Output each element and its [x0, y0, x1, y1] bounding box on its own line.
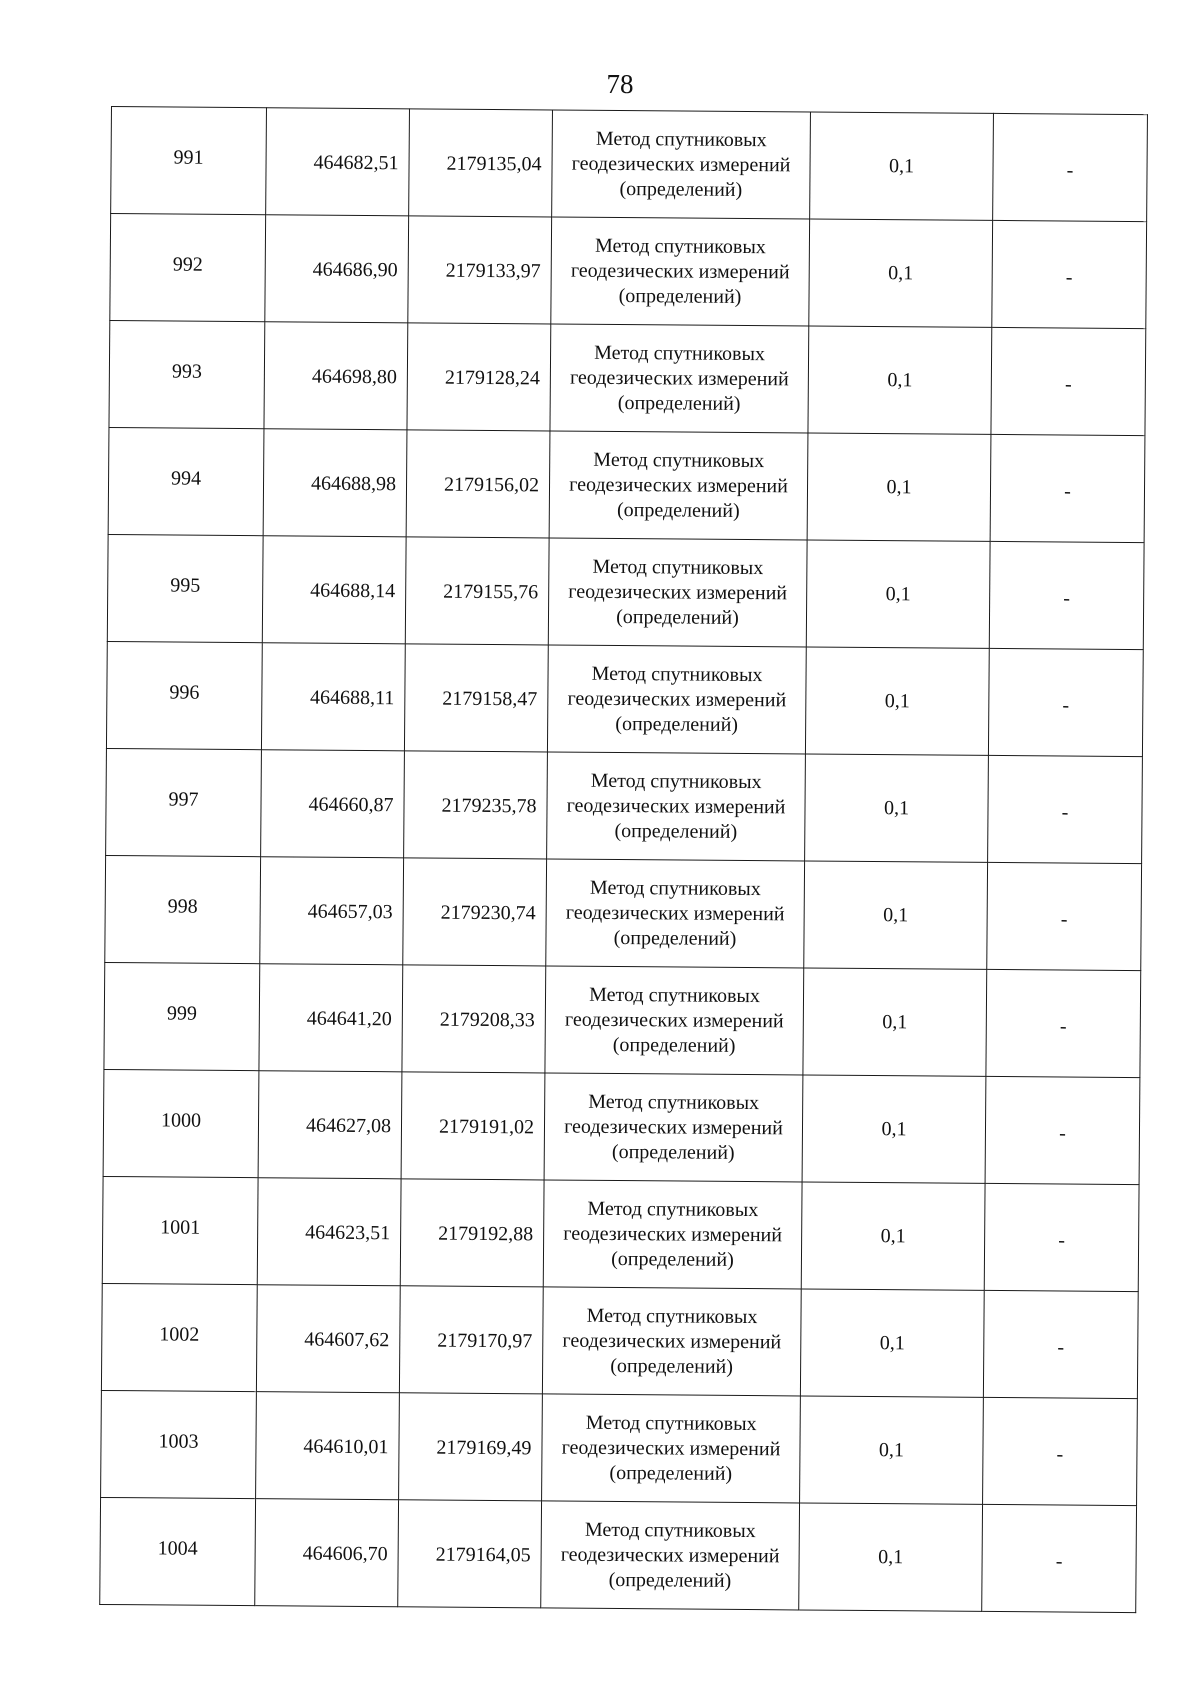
table-row	[100, 1497, 1137, 1612]
coordinate-x-cell: 464660,87	[261, 750, 405, 858]
method-line: геодезических измерений	[561, 1436, 781, 1460]
table-row	[101, 1283, 1138, 1398]
point-number-cell: 1003	[101, 1390, 257, 1498]
coordinate-y-cell: 2179133,97	[408, 216, 552, 324]
point-number-cell: 1002	[101, 1283, 257, 1391]
method-line: Метод спутниковых	[593, 448, 765, 472]
coordinate-y-cell: 2179164,05	[398, 1500, 542, 1608]
point-number-cell: 997	[106, 748, 262, 856]
extra-cell: -	[993, 113, 1148, 221]
point-number-cell: 999	[104, 962, 260, 1070]
method-cell	[541, 1501, 800, 1610]
accuracy-cell: 0,1	[806, 540, 990, 648]
point-number-cell: 993	[109, 320, 265, 428]
accuracy-cell: 0,1	[800, 1289, 984, 1397]
method-cell	[550, 324, 809, 433]
accuracy-cell: 0,1	[800, 1396, 984, 1504]
method-line: геодезических измерений	[564, 1008, 784, 1032]
coordinate-x-cell: 464688,14	[262, 536, 406, 644]
table-row	[109, 320, 1146, 435]
method-line: геодезических измерений	[565, 901, 785, 925]
method-line: (определений)	[613, 926, 737, 950]
coordinate-y-cell: 2179208,33	[402, 965, 546, 1073]
table-row	[110, 214, 1147, 329]
coordinates-table	[99, 106, 1148, 1613]
method-line: Метод спутниковых	[595, 127, 767, 151]
coordinate-x-cell: 464610,01	[256, 1392, 400, 1500]
method-line: геодезических измерений	[564, 1115, 783, 1139]
method-line: (определений)	[611, 1247, 734, 1271]
extra-cell: -	[982, 1504, 1137, 1612]
coordinate-y-cell: 2179191,02	[401, 1072, 545, 1180]
point-number-cell: 991	[111, 107, 267, 215]
method-line: геодезических измерений	[570, 259, 790, 283]
coordinate-y-cell: 2179135,04	[409, 109, 553, 217]
extra-cell: -	[989, 541, 1144, 649]
method-line: (определений)	[616, 605, 739, 629]
point-number-cell: 1001	[102, 1176, 258, 1284]
method-line: геодезических измерений	[569, 366, 789, 390]
method-line: геодезических измерений	[569, 473, 788, 497]
point-number-cell: 1000	[103, 1069, 259, 1177]
extra-cell: -	[983, 1290, 1138, 1398]
point-number-cell: 992	[110, 214, 266, 322]
method-line: Метод спутниковых	[589, 876, 761, 900]
method-line: геодезических измерений	[571, 152, 791, 176]
method-line: геодезических измерений	[562, 1329, 782, 1353]
coordinate-y-cell: 2179170,97	[399, 1286, 543, 1394]
method-cell	[545, 966, 804, 1075]
method-line: Метод спутниковых	[590, 769, 762, 793]
table-row	[104, 962, 1141, 1077]
method-line: (определений)	[615, 712, 739, 736]
point-number-cell: 996	[106, 641, 262, 749]
coordinate-x-cell: 464641,20	[259, 964, 403, 1072]
method-line: (определений)	[611, 1140, 735, 1164]
table-row	[108, 427, 1145, 542]
coordinate-y-cell: 2179235,78	[404, 751, 548, 859]
accuracy-cell: 0,1	[799, 1503, 983, 1611]
extra-cell: -	[992, 220, 1147, 328]
accuracy-cell: 0,1	[803, 968, 987, 1076]
table-row	[105, 855, 1142, 970]
extra-cell: -	[990, 434, 1145, 542]
method-line: (определений)	[612, 1033, 736, 1057]
method-cell	[547, 645, 806, 754]
method-cell	[548, 538, 807, 647]
table-row	[106, 748, 1143, 863]
method-cell	[542, 1287, 801, 1396]
table-row	[102, 1176, 1139, 1291]
coordinate-y-cell: 2179156,02	[406, 430, 550, 538]
coordinate-y-cell: 2179128,24	[407, 323, 551, 431]
coordinate-x-cell: 464623,51	[257, 1178, 401, 1286]
coordinate-x-cell: 464688,11	[261, 643, 405, 751]
accuracy-cell: 0,1	[804, 861, 988, 969]
extra-cell: -	[987, 862, 1142, 970]
method-line: Метод спутниковых	[591, 662, 763, 686]
method-line: Метод спутниковых	[594, 234, 766, 258]
accuracy-cell: 0,1	[810, 112, 994, 220]
coordinate-y-cell: 2179158,47	[404, 644, 548, 752]
coordinate-y-cell: 2179192,88	[400, 1179, 544, 1287]
coordinate-x-cell: 464682,51	[266, 108, 410, 216]
method-cell	[552, 110, 811, 219]
method-line: (определений)	[614, 819, 738, 843]
coordinate-x-cell: 464657,03	[260, 857, 404, 965]
method-cell	[546, 859, 805, 968]
coordinate-x-cell: 464606,70	[255, 1499, 399, 1607]
method-line: Метод спутниковых	[586, 1304, 758, 1328]
extra-cell: -	[983, 1397, 1138, 1505]
extra-cell: -	[988, 648, 1143, 756]
extra-cell: -	[984, 1183, 1139, 1291]
accuracy-cell: 0,1	[805, 647, 989, 755]
method-line: (определений)	[618, 284, 742, 308]
extra-cell: -	[991, 327, 1146, 435]
method-line: (определений)	[619, 177, 743, 201]
table-row	[111, 107, 1148, 222]
point-number-cell: 994	[108, 427, 264, 535]
accuracy-cell: 0,1	[802, 1075, 986, 1183]
method-line: Метод спутниковых	[592, 555, 764, 579]
method-line: геодезических измерений	[567, 687, 787, 711]
method-line: (определений)	[608, 1568, 732, 1592]
method-line: (определений)	[610, 1354, 734, 1378]
method-line: (определений)	[616, 498, 740, 522]
table-row	[106, 641, 1143, 756]
method-line: Метод спутниковых	[588, 1090, 760, 1114]
coordinates-table-body	[100, 107, 1148, 1613]
coordinate-y-cell: 2179169,49	[399, 1393, 543, 1501]
method-line: Метод спутниковых	[594, 341, 766, 365]
method-line: Метод спутниковых	[587, 1197, 759, 1221]
method-cell	[547, 752, 806, 861]
accuracy-cell: 0,1	[801, 1182, 985, 1290]
accuracy-cell: 0,1	[808, 326, 992, 434]
method-line: Метод спутниковых	[585, 1411, 757, 1435]
coordinate-x-cell: 464686,90	[265, 215, 409, 323]
method-cell	[549, 431, 808, 540]
page-number: 78	[606, 69, 634, 99]
extra-cell: -	[988, 755, 1143, 863]
point-number-cell: 995	[107, 534, 263, 642]
coordinate-x-cell: 464698,80	[264, 322, 408, 430]
method-cell	[542, 1394, 801, 1503]
point-number-cell: 1004	[100, 1497, 256, 1605]
method-line: геодезических измерений	[560, 1543, 780, 1567]
coordinate-x-cell: 464688,98	[263, 429, 407, 537]
extra-cell: -	[986, 969, 1141, 1077]
table-row	[107, 534, 1144, 649]
table-row	[101, 1390, 1138, 1505]
method-cell	[551, 217, 810, 326]
coordinate-x-cell: 464627,08	[258, 1071, 402, 1179]
coordinate-y-cell: 2179155,76	[405, 537, 549, 645]
method-cell	[543, 1180, 802, 1289]
accuracy-cell: 0,1	[807, 433, 991, 541]
method-line: геодезических измерений	[563, 1222, 783, 1246]
point-number-cell: 998	[105, 855, 261, 963]
method-line: геодезических измерений	[566, 794, 786, 818]
table-row	[103, 1069, 1140, 1184]
method-line: (определений)	[617, 391, 741, 415]
extra-cell: -	[985, 1076, 1140, 1184]
coordinate-x-cell: 464607,62	[256, 1285, 400, 1393]
coordinate-y-cell: 2179230,74	[403, 858, 547, 966]
method-cell	[544, 1073, 803, 1182]
method-line: Метод спутниковых	[589, 983, 761, 1007]
method-line: геодезических измерений	[568, 580, 788, 604]
method-line: (определений)	[609, 1461, 733, 1485]
accuracy-cell: 0,1	[805, 754, 989, 862]
accuracy-cell: 0,1	[809, 219, 993, 327]
method-line: Метод спутниковых	[584, 1518, 756, 1542]
